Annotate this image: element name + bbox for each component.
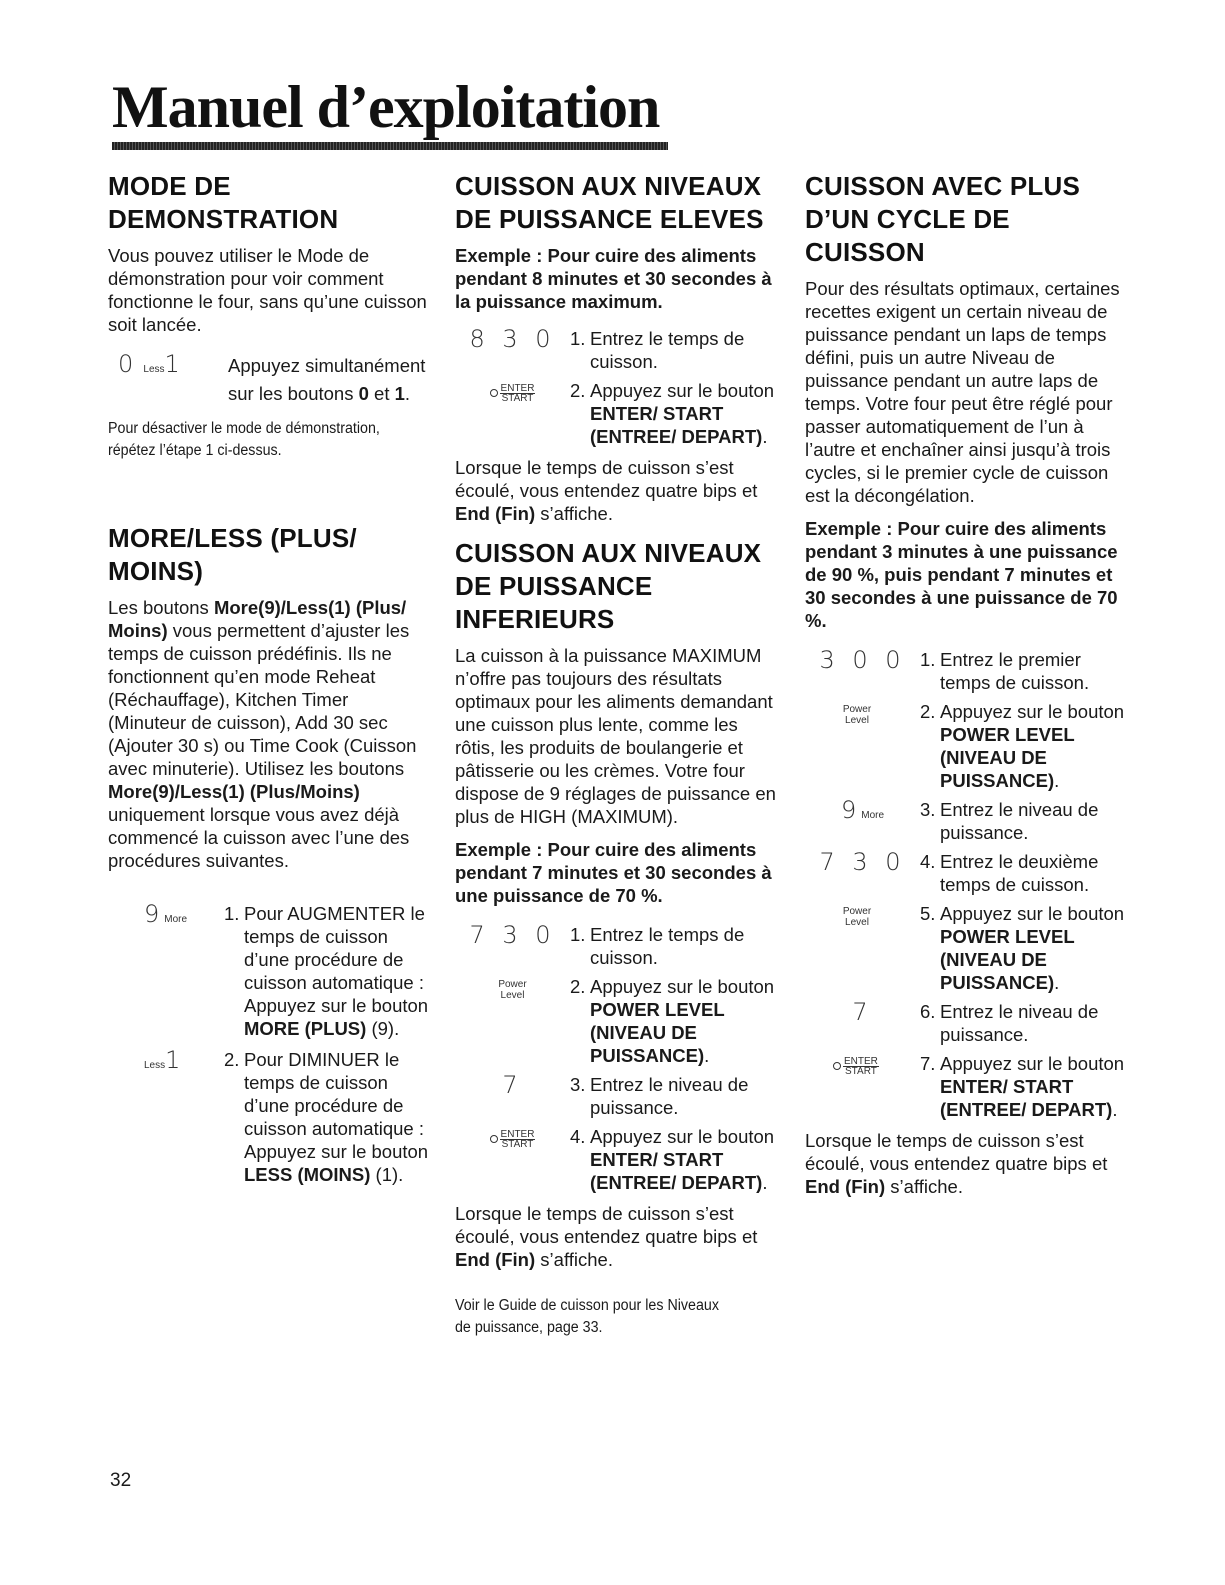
- power-level-icon: Power Level: [498, 979, 527, 1001]
- digits-300: 3 0 0: [819, 646, 906, 674]
- digit-0: 0: [118, 350, 139, 378]
- high-end: Lorsque le temps de cuisson s’est écoulé, vous entendez quatre bips et End (Fin) s’affiche.: [455, 457, 758, 524]
- page-number: 32: [110, 1470, 132, 1491]
- multi-step-6: 7 6. Entrez le niveau de puissance.: [852, 998, 1099, 1045]
- demo-symbol: [108, 352, 228, 408]
- high-example: Exemple : Pour cuire des aliments pendant 8 minutes et 30 secondes à la puissance maximum.: [455, 245, 772, 312]
- multi-step-3: 9More 3. Entrez le niveau de puissance.: [840, 796, 1099, 843]
- power-level-icon: Power Level: [842, 906, 872, 928]
- demo-step: [108, 352, 430, 408]
- multi-step-2: Power Level 2. Appuyez sur le bouton POWER LEVEL (NIVEAU DE PUISSANCE).: [805, 700, 1125, 792]
- multi-heading: CUISSON AVEC PLUS D’UN CYCLE DE CUISSON: [805, 171, 1080, 267]
- demo-heading: MODE DE DEMONSTRATION: [108, 171, 339, 234]
- low-step-2: Power Level 2. Appuyez sur le bouton POWER LEVEL (NIVEAU DE PUISSANCE).: [455, 975, 780, 1067]
- moreless-heading: MORE/LESS (PLUS/ MOINS): [108, 523, 357, 586]
- multi-step-1: 3 0 0 1. Entrez le premier temps de cuisson.: [819, 646, 1090, 693]
- demo-note: Pour désactiver le mode de démonstration, répétez l’étape 1 ci-dessus.: [108, 420, 380, 459]
- low-step-3: 7 3. Entrez le niveau de puissance.: [502, 1071, 749, 1118]
- multi-end: Lorsque le temps de cuisson s’est écoulé, vous entendez quatre bips et End (Fin) s’affiche.: [805, 1130, 1108, 1197]
- enter-start-icon: ENTER START: [805, 1052, 920, 1121]
- digits-730: 7 3 0: [469, 921, 556, 949]
- low-example: Exemple : Pour cuire des aliments pendant 7 minutes et 30 secondes à une puissance de 70 %.: [455, 839, 772, 906]
- high-step-2: ENTER START 2. Appuyez sur le bouton ENTER/ START (ENTREE/ DEPART).: [455, 379, 780, 448]
- page-title: Manuel d’exploitation: [112, 74, 660, 140]
- power-level-icon: Power Level: [842, 704, 872, 726]
- low-text: La cuisson à la puissance MAXIMUM n’offre pas toujours des résultats optimaux pour les aliments demandant une cuisson plus lente, comme les rôtis, les produits de boulangerie et pâtisserie ou les crèmes. Votre four dispose de 9 réglages de puissance en plus de HIGH (MAXIMUM).: [455, 645, 776, 827]
- low-step-1: 7 3 0 1. Entrez le temps de cuisson.: [469, 921, 745, 968]
- low-heading: CUISSON AUX NIVEAUX DE PUISSANCE INFERIEURS: [455, 538, 762, 634]
- moreless-text: Les boutons More(9)/Less(1) (Plus/ Moins) vous permettent d’ajuster les temps de cuisson prédéfinis. Ils ne fonctionnent qu’en mode Reheat (Réchauffage), Kitchen Timer (Minuteur de cuisson), Add 30 sec (Ajouter 30 s) ou Time Cook (Cuisson avec minuterie). Utilisez les boutons More(9)/Less(1) (Plus/Moins) uniquement lorsque vous avez déjà commencé la cuisson avec l’une des procédures suivantes.: [108, 597, 417, 871]
- moreless-step-2: Less1 2. Pour DIMINUER le temps de cuisson d’une procédure de cuisson automatique : Appuyez sur le bouton LESS (MOINS) (1).: [108, 1048, 430, 1186]
- multi-text: Pour des résultats optimaux, certaines recettes exigent un certain niveau de puissance pendant un laps de temps défini, puis un autre Niveau de puissance pendant un autre laps de temps. Votre four peut être réglé pour passer automatiquement de l’un à l’autre et enchaîner ainsi jusqu’à trois cycles, si le premier cycle de cuisson est la décongélation.: [805, 278, 1120, 506]
- more-symbol: 9More: [144, 900, 188, 928]
- digits-830: 8 3 0: [469, 325, 556, 353]
- digit-9: 9: [840, 796, 862, 824]
- multi-step-5: Power Level 5. Appuyez sur le bouton POWER LEVEL (NIVEAU DE PUISSANCE).: [805, 902, 1125, 994]
- moreless-step-1: 9More 1. Pour AUGMENTER le temps de cuisson d’une procédure de cuisson automatique : Appuyez sur le bouton MORE (PLUS) (9).: [108, 902, 430, 1040]
- low-end: Lorsque le temps de cuisson s’est écoulé, vous entendez quatre bips et End (Fin) s’affiche.: [455, 1203, 758, 1270]
- multi-step-4: 7 3 0 4. Entrez le deuxième temps de cuisson.: [819, 848, 1099, 895]
- multi-step-7: ENTER START 7. Appuyez sur le bouton ENTER/ START (ENTREE/ DEPART).: [805, 1052, 1125, 1121]
- column-2: [455, 170, 780, 1339]
- column-3: [805, 170, 1125, 1198]
- multi-example: Exemple : Pour cuire des aliments pendant 3 minutes à une puissance de 90 %, puis pendant 7 minutes et 30 secondes à une puissance de 70 %.: [805, 518, 1118, 631]
- digits-730: 7 3 0: [819, 848, 906, 876]
- demo-text: Vous pouvez utiliser le Mode de démonstration pour voir comment fonctionne le four, sans qu’une cuisson soit lancée.: [108, 245, 427, 335]
- enter-start-icon: ENTER START: [455, 1125, 570, 1194]
- high-heading: CUISSON AUX NIVEAUX DE PUISSANCE ELEVES: [455, 171, 764, 234]
- enter-start-icon: ENTER START: [455, 379, 570, 448]
- low-step-4: ENTER START 4. Appuyez sur le bouton ENTER/ START (ENTREE/ DEPART).: [455, 1125, 780, 1194]
- less-symbol: Less1: [144, 1046, 186, 1074]
- digit-7: 7: [852, 998, 873, 1026]
- title-rule: [112, 142, 668, 150]
- column-1: [108, 170, 430, 1192]
- low-note: Voir le Guide de cuisson pour les Niveaux de puissance, page 33.: [455, 1297, 719, 1336]
- digit-1: 1: [164, 350, 185, 378]
- digit-7: 7: [502, 1071, 523, 1099]
- demo-step-text: Appuyez simultanément sur les boutons 0 et 1.: [228, 355, 426, 404]
- high-step-1: 8 3 0 1. Entrez le temps de cuisson.: [469, 325, 745, 372]
- less-label: Less: [143, 364, 165, 375]
